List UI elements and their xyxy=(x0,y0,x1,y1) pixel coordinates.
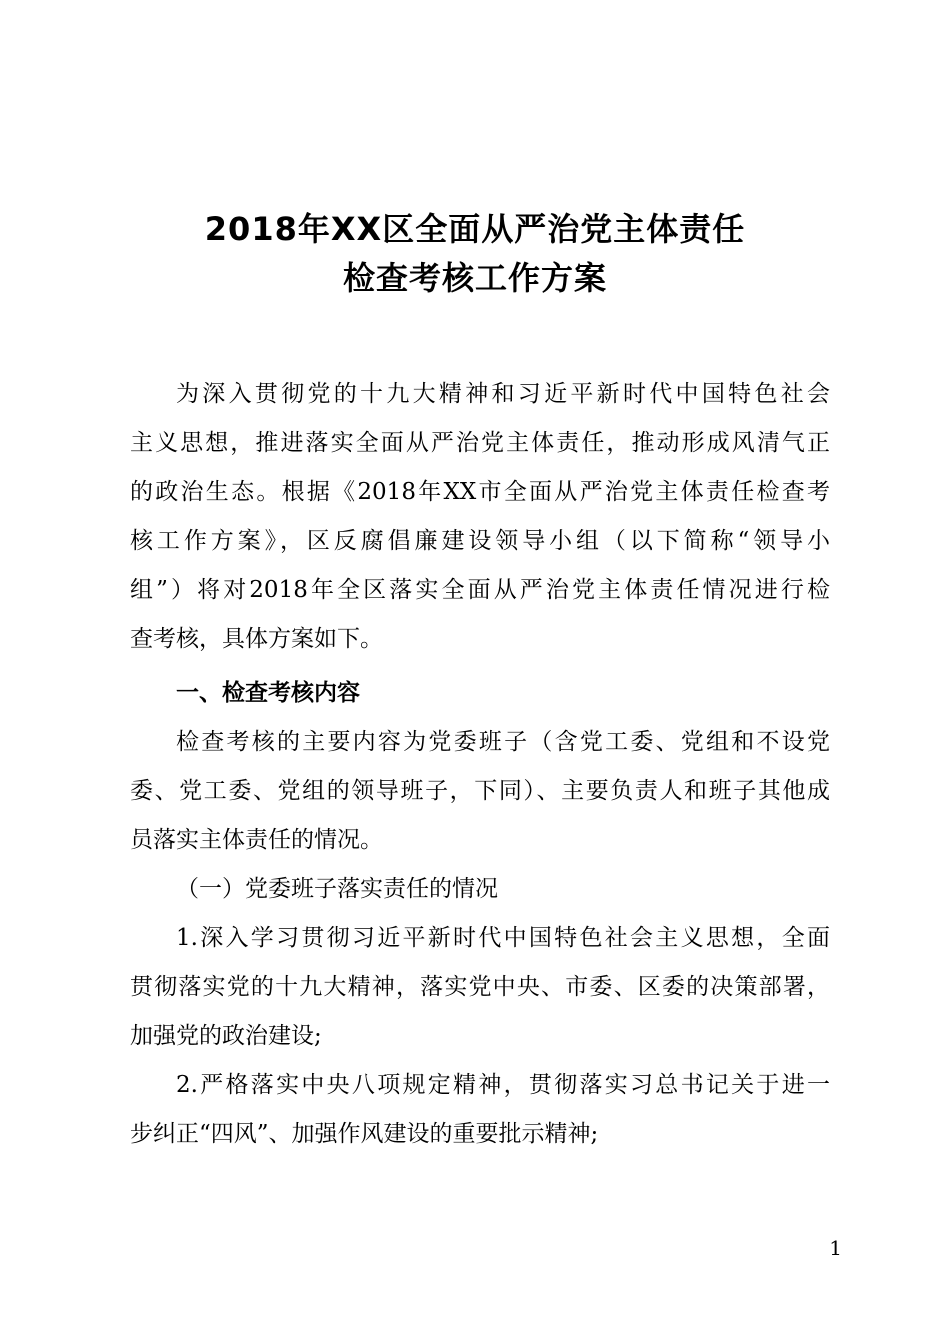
section-heading-text: 一、检查考核内容 xyxy=(176,680,360,706)
item-1-paragraph xyxy=(130,914,830,1061)
item-2-paragraph xyxy=(130,1061,830,1159)
intro-line: 核工作方案》，区反腐倡廉建设领导小组（以下简称“领导小 xyxy=(130,528,830,554)
item-1-line: 加强党的政治建设; xyxy=(130,1023,322,1049)
section-1-line: 员落实主体责任的情况。 xyxy=(130,827,383,853)
section-1-line: 委、党工委、党组的领导班子，下同）、主要负责人和班子其他成 xyxy=(130,778,830,804)
document-title-line-2: 检查考核工作方案 xyxy=(342,259,607,297)
document-title-line-1: 2018年XX区全面从严治党主体责任 xyxy=(204,210,746,248)
intro-line: 组”）将对2018年全区落实全面从严治党主体责任情况进行检 xyxy=(130,577,830,603)
intro-line: 主义思想，推进落实全面从严治党主体责任，推动形成风清气正 xyxy=(130,430,830,456)
intro-line: 的政治生态。根据《2018年XX市全面从严治党主体责任检查考 xyxy=(130,479,830,505)
intro-paragraph xyxy=(130,370,830,664)
subsection-heading-text: （一）党委班子落实责任的情况 xyxy=(176,876,498,902)
item-1-line: 1.深入学习贯彻习近平新时代中国特色社会主义思想，全面 xyxy=(176,925,830,951)
intro-line: 查考核，具体方案如下。 xyxy=(130,626,383,652)
item-2-line: 2.严格落实中央八项规定精神，贯彻落实习总书记关于进一 xyxy=(176,1072,830,1098)
section-1-heading xyxy=(130,669,830,718)
item-2-line: 步纠正“四风”、加强作风建设的重要批示精神; xyxy=(130,1121,599,1147)
section-1-paragraph xyxy=(130,718,830,865)
section-1-line: 检查考核的主要内容为党委班子（含党工委、党组和不设党 xyxy=(176,729,830,755)
item-1-line: 贯彻落实党的十九大精神，落实党中央、市委、区委的决策部署， xyxy=(130,974,830,1000)
page-number: 1 xyxy=(829,1236,842,1260)
subsection-1-heading xyxy=(130,865,830,914)
intro-line: 为深入贯彻党的十九大精神和习近平新时代中国特色社会 xyxy=(176,381,830,407)
